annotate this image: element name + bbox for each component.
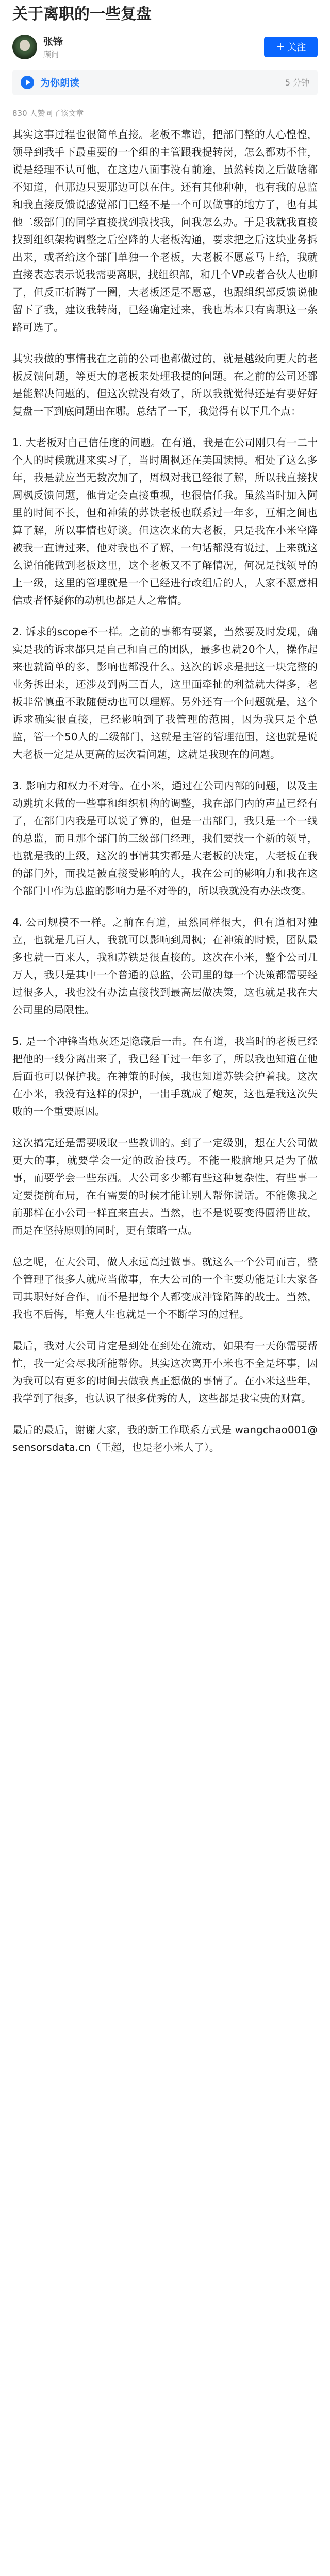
paragraph: 总之呢，在大公司，做人永远高过做事。就这么一个公司而言，整个管理了很多人就应当做事，在大公司的一个主要功能是让大家各司其职好好合作，而不是把每个人都变成冲锋陷阵的战士。当然，我也不后悔，毕竟人生也就是一个不断学习的过程。 [12, 1255, 318, 1320]
avatar[interactable] [12, 35, 37, 59]
author-meta [43, 34, 264, 60]
read-aloud-bar[interactable] [12, 70, 318, 95]
article-title: 关于离职的一些复盘 [12, 5, 152, 23]
follow-button[interactable] [264, 37, 318, 57]
paragraph: 其实我做的事情我在之前的公司也都做过的，就是越级向更大的老板反馈问题，等更大的老板来处理我提的问题。在之前的公司还都是能解决问题的，但这次就没有效了，所以我就觉得还是有要好好复盘一下到底问题出在哪。总结了一下，我觉得有以下几个点： [12, 352, 318, 417]
paragraph: 5. 是一个冲锋当炮灰还是隐藏后一击。在有道，我当时的老板已经把他的一线分离出来了，我已经干过一年多了，所以我也知道在他后面也可以保护我。在神策的时候，我也知道苏铁会护着我。这次在小米，我没有这样的保护，一出手就成了炮灰，这也是我这次失败的一个重要原因。 [12, 1035, 318, 1117]
plus-icon: + [275, 40, 286, 53]
author-row [12, 32, 318, 61]
paragraph: 3. 影响力和权力不对等。在小米，通过在公司内部的问题，以及主动跳坑来做的一些事和组织机构的调整，我在部门内的声量已经有了，在部门内我是可以说了算的，但是一出部门，我只是一个一线的总监，而且那个部门的三级部门经理，我们要找一个新的领导，也就是我的上级，这次的事情其实都是大老板的决定，大老板在我的部门外，而我是被直接受影响的人，我在公司的影响力和我在这个部门中作为总监的影响力是不对等的，所以我就没有办法改变。 [12, 779, 318, 897]
paragraph: 最后，我对大公司肯定是到处在到处在流动，如果有一天你需要帮忙，我一定会尽我所能帮你。其实这次离开小米也不全是坏事，因为我可以有更多的时间去做我真正想做的事情了。在小米这些年，我学到了很多，也认识了很多优秀的人，这些都是我宝贵的财富。 [12, 1339, 318, 1404]
follow-label: 关注 [287, 42, 306, 53]
paragraph: 最后的最后，谢谢大家，我的新工作联系方式是 wangchao001@sensorsdata.cn（王超，也是老小米人了）。 [12, 1423, 318, 1453]
agree-count: 830 人赞同了该文章 [12, 108, 84, 118]
author-title: 顾问 [43, 49, 59, 59]
author-name[interactable]: 张锋 [43, 36, 63, 47]
read-aloud-label: 为你朗读 [40, 77, 80, 89]
paragraph: 1. 大老板对自己信任度的问题。在有道，我是在公司刚只有一二十个人的时候就进来实习了，当时周枫还在美国读博。相处了这么多年，我是就应当无数次加了，周枫对我已经很了解，所以我直接找周枫反馈问题，他肯定会直接重视，也很信任我。虽然当时加入阿里的时间不长，但和神策的苏铁老板也联系过一年多，互相之间也算了解，所以事情也好谈。但这次来的大老板，只是我在小米空降被我一直请过来，他对我也不了解，一句话都没有说过，上来就这么说怕能做到老板这里，这个老板又不了解情况，何况是找领导的上一级，这里的管理就是一个已经进行改组后的人，人家不愿意相信或者怀疑你的动机也都是人之常情。 [12, 436, 318, 606]
paragraph: 这次搞完还是需要吸取一些教训的。到了一定级别，想在大公司做更大的事，就要学会一定的政治技巧。不能一股脑地只是为了做事，而要学会一些东西。大公司多少都有些这种复杂性，有些事一定要提前布局，在有需要的时候才能让别人帮你说话。不能像我之前那样在小公司一样直来直去。当然，也不是说要变得圆滑世故，而是在坚持原则的同时，更有策略一点。 [12, 1136, 318, 1236]
paragraph: 其实这事过程也很简单直接。老板不靠谱，把部门整的人心惶惶，领导到我手下最重要的一个组的主管跟我提转岗，怎么都劝不住，说是经理不认可他，在这边八面事没有前途，虽然转岗之后做啥都不知道，但那边只要那边可以在住。还有其他种种，也有我的总监和我直接反馈说感觉部门已经不是一个可以做事的地方了，也有其他二级部门的同学直接找到我找我，问我怎么办。于是我就我直接找到组织架构调整之后空降的大老板沟通，要求把之后这块业务拆出来，或者给这个部门单独一个老板，大老板不愿意马上给，我就直接表态表示说我需要离职，找组织部，和几个VP或者合伙人也聊了，但反正折腾了一圈，大老板还是不愿意，也跟组织部反馈说他留下了我，建议我转岗，已经确定过来，我也基本只有离职这一条路可选了。 [12, 128, 318, 333]
paragraph: 2. 诉求的scope不一样。之前的事都有要紧，当然要及时发现，确实是我的诉求都只是自己和自己的团队，最多也就20个人，操作起来也就简单的多，影响也都没什么。这次的诉求是把这一块完整的业务拆出来，还涉及到两三百人，这里面牵扯的利益就大得多，老板非常慎重不敢随便动也可以理解。另外还有一个问题就是，这个诉求确实很直接，已经影响到了我管理的范围，因为我只是个总监，管一个50人的二级部门，这就是主管的管理范围，这也就是说大老板一定是从更高的层次看问题，这就是我现在的问题。 [12, 625, 318, 760]
paragraph: 4. 公司规模不一样。之前在有道，虽然同样很大，但有道相对独立，也就是几百人，我就可以影响到周枫；在神策的时候，团队最多也就一百来人，我和苏铁是很直接的。这次在小米，整个公司几万人，我只是其中一个普通的总监，公司里的每一个决策都需要经过很多人，我也没有办法直接找到最高层做决策，这也就是我在大公司里的局限性。 [12, 916, 318, 1016]
play-circle-icon[interactable] [21, 76, 34, 89]
article-body [12, 126, 318, 1456]
audio-duration: 5 分钟 [285, 78, 309, 88]
